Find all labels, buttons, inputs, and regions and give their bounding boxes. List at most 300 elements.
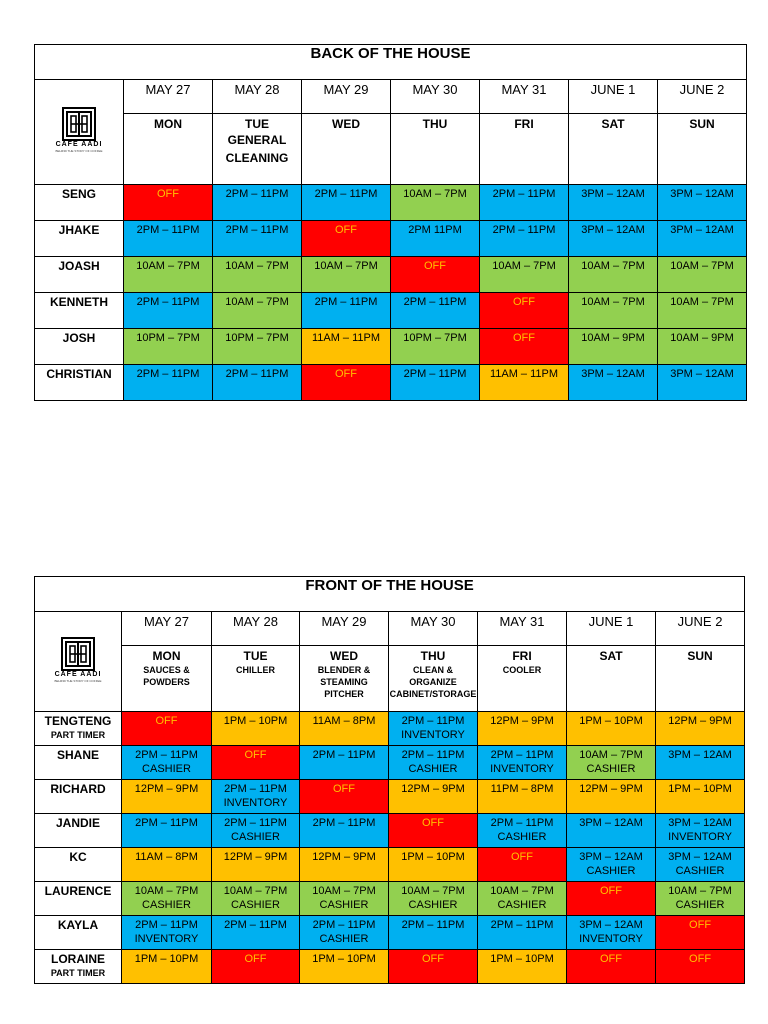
day-header bbox=[300, 646, 389, 712]
shift-role: INVENTORY bbox=[579, 933, 643, 945]
shift-time: 2PM – 11PM bbox=[135, 817, 198, 829]
staff-row bbox=[35, 257, 747, 293]
shift-cell bbox=[569, 257, 658, 293]
shift-cell bbox=[300, 848, 389, 882]
shift-role: CASHIER bbox=[497, 899, 547, 911]
shift-cell bbox=[122, 950, 212, 984]
shift-cell bbox=[124, 293, 213, 329]
shift-time: 3PM – 12AM bbox=[579, 851, 643, 863]
shift-cell bbox=[389, 848, 478, 882]
shift-cell bbox=[300, 950, 389, 984]
logo-tagline: BEHIND THE STORY OF COFFEE bbox=[55, 149, 103, 153]
shift-time: 10AM – 7PM bbox=[403, 188, 467, 200]
shift-cell bbox=[212, 814, 300, 848]
shift-cell bbox=[124, 329, 213, 365]
shift-cell bbox=[569, 329, 658, 365]
shift-cell bbox=[569, 185, 658, 221]
shift-cell bbox=[480, 185, 569, 221]
shift-time: 12PM – 9PM bbox=[312, 851, 376, 863]
shift-time: 10AM – 7PM bbox=[401, 885, 465, 897]
logo-tagline: BEHIND THE STORY OF COFFEE bbox=[54, 678, 102, 683]
shift-time: OFF bbox=[422, 953, 444, 965]
staff-name: KC bbox=[69, 850, 87, 864]
shift-time: 2PM – 11PM bbox=[490, 919, 554, 931]
shift-cell bbox=[389, 814, 478, 848]
staff-row bbox=[35, 293, 747, 329]
shift-cell bbox=[212, 746, 300, 780]
day-name: SUN bbox=[689, 117, 715, 131]
staff-name-cell bbox=[35, 746, 122, 780]
shift-role: CASHIER bbox=[408, 899, 458, 911]
shift-cell bbox=[480, 365, 569, 401]
shift-cell bbox=[567, 712, 656, 746]
shift-time: OFF bbox=[513, 296, 535, 308]
days-row bbox=[35, 646, 745, 712]
date-header: MAY 27 bbox=[122, 612, 212, 646]
shift-cell bbox=[656, 712, 745, 746]
staff-name: CHRISTIAN bbox=[46, 367, 112, 381]
date-header: MAY 30 bbox=[389, 612, 478, 646]
shift-cell bbox=[389, 780, 478, 814]
shift-cell bbox=[480, 329, 569, 365]
shift-cell bbox=[391, 221, 480, 257]
shift-cell bbox=[302, 185, 391, 221]
shift-cell bbox=[124, 185, 213, 221]
shift-cell bbox=[212, 780, 300, 814]
shift-cell bbox=[302, 329, 391, 365]
shift-time: 11AM – 11PM bbox=[489, 368, 559, 380]
shift-time: 2PM – 11PM bbox=[490, 817, 554, 829]
shift-time: 1PM – 10PM bbox=[134, 953, 199, 965]
staff-type: PART TIMER bbox=[50, 968, 106, 978]
shift-role: CASHIER bbox=[231, 831, 280, 843]
day-header bbox=[213, 114, 302, 185]
shift-time: 2PM – 11PM bbox=[135, 749, 198, 761]
shift-time: 1PM – 10PM bbox=[223, 715, 288, 727]
back-of-house-table bbox=[34, 44, 747, 401]
shift-time: OFF bbox=[600, 885, 622, 897]
shift-cell bbox=[213, 221, 302, 257]
shift-time: 3PM – 12AM bbox=[668, 749, 732, 761]
shift-time: 3PM – 12AM bbox=[670, 368, 734, 380]
date-header: JUNE 1 bbox=[569, 80, 658, 114]
day-name: MON bbox=[154, 117, 182, 131]
day-header bbox=[122, 646, 212, 712]
staff-name: TENGTENG bbox=[44, 714, 112, 728]
shift-cell bbox=[480, 293, 569, 329]
cafe-logo-icon bbox=[47, 637, 109, 683]
shift-time: 10AM – 7PM bbox=[312, 885, 376, 897]
shift-cell bbox=[658, 257, 747, 293]
days-row bbox=[35, 114, 747, 185]
day-task: CHILLER bbox=[236, 665, 275, 675]
staff-row bbox=[35, 950, 745, 984]
shift-cell bbox=[478, 712, 567, 746]
staff-name-cell bbox=[35, 848, 122, 882]
dates-row bbox=[35, 612, 745, 646]
shift-time: OFF bbox=[335, 368, 357, 380]
shift-cell bbox=[124, 221, 213, 257]
shift-time: 1PM – 10PM bbox=[490, 953, 554, 965]
title-row bbox=[35, 577, 745, 612]
shift-time: OFF bbox=[155, 715, 178, 727]
date-header: MAY 29 bbox=[302, 80, 391, 114]
day-header bbox=[480, 114, 569, 185]
day-task: SAUCES & POWDERS bbox=[143, 665, 190, 687]
staff-row bbox=[35, 780, 745, 814]
shift-time: 3PM – 12AM bbox=[581, 224, 645, 236]
shift-cell bbox=[658, 185, 747, 221]
staff-name-cell bbox=[35, 365, 124, 401]
staff-row bbox=[35, 329, 747, 365]
staff-name: JOSH bbox=[62, 331, 96, 345]
shift-role: CASHIER bbox=[231, 899, 280, 911]
staff-name-cell bbox=[35, 221, 124, 257]
shift-cell bbox=[478, 916, 567, 950]
shift-cell bbox=[389, 712, 478, 746]
shift-role: CASHIER bbox=[586, 763, 636, 775]
shift-time: 3PM – 12AM bbox=[670, 224, 734, 236]
shift-time: 2PM – 11PM bbox=[492, 188, 556, 200]
shift-time: 12PM – 9PM bbox=[134, 783, 199, 795]
shift-cell bbox=[567, 814, 656, 848]
shift-cell bbox=[478, 950, 567, 984]
shift-time: 10AM – 7PM bbox=[225, 260, 289, 272]
day-header bbox=[212, 646, 300, 712]
staff-type: PART TIMER bbox=[50, 730, 106, 740]
date-header: MAY 28 bbox=[212, 612, 300, 646]
shift-role: INVENTORY bbox=[134, 933, 199, 945]
shift-time: 2PM – 11PM bbox=[135, 919, 198, 931]
shift-time: 2PM – 11PM bbox=[490, 749, 554, 761]
staff-row bbox=[35, 365, 747, 401]
shift-cell bbox=[302, 257, 391, 293]
shift-role: CASHIER bbox=[675, 899, 725, 911]
day-header bbox=[569, 114, 658, 185]
staff-row bbox=[35, 848, 745, 882]
shift-cell bbox=[478, 814, 567, 848]
shift-cell bbox=[391, 365, 480, 401]
shift-role: CASHIER bbox=[675, 865, 725, 877]
day-name: SAT bbox=[601, 117, 625, 131]
staff-name-cell bbox=[35, 293, 124, 329]
shift-time: 2PM – 11PM bbox=[492, 224, 556, 236]
shift-time: 10AM – 7PM bbox=[668, 885, 732, 897]
shift-cell bbox=[567, 916, 656, 950]
day-name: MON bbox=[152, 649, 181, 663]
shift-cell bbox=[658, 221, 747, 257]
shift-cell bbox=[212, 712, 300, 746]
shift-time: 11AM – 11PM bbox=[311, 332, 381, 344]
shift-time: 2PM – 11PM bbox=[225, 224, 289, 236]
shift-role: CASHIER bbox=[408, 763, 458, 775]
day-name: WED bbox=[330, 649, 358, 663]
shift-time: 2PM – 11PM bbox=[401, 749, 465, 761]
staff-name-cell bbox=[35, 712, 122, 746]
shift-time: 3PM – 12AM bbox=[668, 851, 732, 863]
shift-cell bbox=[569, 221, 658, 257]
shift-cell bbox=[391, 185, 480, 221]
date-header: MAY 31 bbox=[480, 80, 569, 114]
day-task: CLEAN & ORGANIZE CABINET/STORAGE bbox=[389, 665, 477, 699]
shift-cell bbox=[213, 257, 302, 293]
shift-time: OFF bbox=[157, 188, 179, 200]
shift-time: 10AM – 7PM bbox=[314, 260, 378, 272]
shift-time: OFF bbox=[600, 953, 622, 965]
staff-name-cell bbox=[35, 780, 122, 814]
shift-cell bbox=[391, 257, 480, 293]
shift-cell bbox=[658, 365, 747, 401]
shift-time: 3PM – 12AM bbox=[581, 368, 645, 380]
shift-time: 10AM – 7PM bbox=[136, 260, 200, 272]
shift-time: 2PM – 11PM bbox=[312, 919, 376, 931]
shift-cell bbox=[389, 916, 478, 950]
date-header: MAY 30 bbox=[391, 80, 480, 114]
shift-time: 11PM – 8PM bbox=[490, 783, 554, 795]
logo-cell bbox=[35, 80, 124, 185]
shift-cell bbox=[478, 780, 567, 814]
logo-brand: CAFE AADI bbox=[55, 141, 103, 148]
shift-time: OFF bbox=[689, 953, 712, 965]
front-of-house-table bbox=[34, 576, 745, 984]
shift-time: 1PM – 10PM bbox=[401, 851, 465, 863]
staff-name-cell bbox=[35, 185, 124, 221]
staff-row bbox=[35, 712, 745, 746]
shift-time: 10AM – 7PM bbox=[670, 260, 734, 272]
shift-time: OFF bbox=[335, 224, 357, 236]
shift-time: OFF bbox=[513, 332, 535, 344]
shift-time: OFF bbox=[244, 953, 267, 965]
date-header: JUNE 2 bbox=[658, 80, 747, 114]
shift-cell bbox=[478, 848, 567, 882]
title-row bbox=[35, 45, 747, 80]
shift-cell bbox=[656, 746, 745, 780]
shift-cell bbox=[480, 257, 569, 293]
shift-cell bbox=[658, 329, 747, 365]
staff-name: JHAKE bbox=[58, 223, 100, 237]
cafe-logo-icon bbox=[48, 107, 110, 153]
shift-time: 2PM – 11PM bbox=[403, 296, 467, 308]
shift-cell bbox=[122, 712, 212, 746]
shift-role: CASHIER bbox=[497, 831, 547, 843]
date-header: JUNE 1 bbox=[567, 612, 656, 646]
shift-cell bbox=[389, 950, 478, 984]
date-header: MAY 29 bbox=[300, 612, 389, 646]
shift-time: 10PM – 7PM bbox=[136, 332, 200, 344]
staff-name-cell bbox=[35, 814, 122, 848]
shift-cell bbox=[122, 916, 212, 950]
shift-time: 12PM – 9PM bbox=[490, 715, 554, 727]
shift-time: 10AM – 7PM bbox=[223, 885, 288, 897]
shift-time: 10AM – 7PM bbox=[581, 260, 645, 272]
shift-time: OFF bbox=[333, 783, 355, 795]
shift-time: OFF bbox=[689, 919, 712, 931]
day-header bbox=[302, 114, 391, 185]
shift-time: 2PM – 11PM bbox=[312, 749, 376, 761]
shift-cell bbox=[658, 293, 747, 329]
shift-cell bbox=[656, 848, 745, 882]
day-header bbox=[389, 646, 478, 712]
day-name: SAT bbox=[599, 649, 623, 663]
shift-cell bbox=[213, 365, 302, 401]
shift-time: 3PM – 12AM bbox=[579, 919, 643, 931]
staff-name: SHANE bbox=[56, 748, 99, 762]
staff-name: LORAINE bbox=[51, 952, 105, 966]
shift-cell bbox=[567, 882, 656, 916]
shift-time: 3PM – 12AM bbox=[670, 188, 734, 200]
shift-cell bbox=[569, 365, 658, 401]
shift-time: 2PM – 11PM bbox=[136, 296, 200, 308]
shift-time: 2PM – 11PM bbox=[403, 368, 467, 380]
shift-cell bbox=[302, 221, 391, 257]
staff-name-cell bbox=[35, 882, 122, 916]
table-title: FRONT OF THE HOUSE bbox=[35, 577, 745, 612]
shift-time: 10AM – 7PM bbox=[490, 885, 554, 897]
day-name: SUN bbox=[687, 649, 713, 663]
staff-name: JANDIE bbox=[55, 816, 100, 830]
shift-time: 2PM – 11PM bbox=[224, 783, 287, 795]
shift-cell bbox=[302, 293, 391, 329]
staff-row bbox=[35, 746, 745, 780]
shift-cell bbox=[567, 848, 656, 882]
staff-row bbox=[35, 882, 745, 916]
staff-name: KAYLA bbox=[57, 918, 99, 932]
day-name: WED bbox=[332, 117, 360, 131]
staff-row bbox=[35, 185, 747, 221]
staff-name: JOASH bbox=[58, 259, 100, 273]
shift-cell bbox=[656, 780, 745, 814]
shift-cell bbox=[122, 848, 212, 882]
shift-cell bbox=[300, 916, 389, 950]
shift-time: OFF bbox=[422, 817, 444, 829]
shift-cell bbox=[567, 780, 656, 814]
staff-name: LAURENCE bbox=[44, 884, 112, 898]
shift-cell bbox=[213, 293, 302, 329]
shift-time: 10AM – 7PM bbox=[134, 885, 199, 897]
shift-time: 2PM – 11PM bbox=[401, 715, 465, 727]
shift-time: 10AM – 9PM bbox=[581, 332, 645, 344]
shift-role: INVENTORY bbox=[668, 831, 732, 843]
shift-time: OFF bbox=[424, 260, 446, 272]
logo-brand: CAFE AADI bbox=[54, 670, 102, 678]
day-header bbox=[124, 114, 213, 185]
shift-role: CASHIER bbox=[319, 899, 369, 911]
shift-cell bbox=[212, 916, 300, 950]
shift-cell bbox=[122, 814, 212, 848]
shift-time: 2PM – 11PM bbox=[312, 817, 376, 829]
shift-cell bbox=[656, 916, 745, 950]
shift-role: CASHIER bbox=[319, 933, 369, 945]
day-name: TUE bbox=[243, 649, 268, 663]
day-task: GENERAL CLEANING bbox=[225, 133, 289, 165]
shift-cell bbox=[212, 950, 300, 984]
staff-name-cell bbox=[35, 916, 122, 950]
day-name: FRI bbox=[512, 649, 532, 663]
shift-time: 11AM – 8PM bbox=[135, 851, 198, 863]
shift-time: 1PM – 10PM bbox=[579, 715, 643, 727]
shift-time: 12PM – 9PM bbox=[668, 715, 732, 727]
shift-cell bbox=[569, 293, 658, 329]
shift-time: 2PM – 11PM bbox=[225, 368, 289, 380]
shift-time: 10PM – 7PM bbox=[403, 332, 467, 344]
shift-time: 12PM – 9PM bbox=[401, 783, 465, 795]
shift-cell bbox=[567, 746, 656, 780]
shift-time: 3PM – 12AM bbox=[579, 817, 643, 829]
shift-cell bbox=[302, 365, 391, 401]
day-name: THU bbox=[420, 649, 446, 663]
shift-time: 3PM – 12AM bbox=[581, 188, 645, 200]
shift-time: 10PM – 7PM bbox=[225, 332, 289, 344]
shift-cell bbox=[300, 882, 389, 916]
shift-role: INVENTORY bbox=[490, 763, 554, 775]
shift-time: OFF bbox=[511, 851, 533, 863]
shift-time: 10AM – 9PM bbox=[670, 332, 734, 344]
shift-cell bbox=[300, 712, 389, 746]
table-title: BACK OF THE HOUSE bbox=[35, 45, 747, 80]
staff-row bbox=[35, 916, 745, 950]
shift-time: 1PM – 10PM bbox=[312, 953, 376, 965]
shift-role: INVENTORY bbox=[401, 729, 465, 741]
date-header: JUNE 2 bbox=[656, 612, 745, 646]
logo-cell bbox=[35, 612, 122, 712]
shift-cell bbox=[656, 950, 745, 984]
day-name: FRI bbox=[514, 117, 534, 131]
shift-time: 2PM – 11PM bbox=[401, 919, 465, 931]
shift-cell bbox=[389, 882, 478, 916]
shift-time: 10AM – 7PM bbox=[670, 296, 734, 308]
dates-row bbox=[35, 80, 747, 114]
shift-time: 1PM – 10PM bbox=[668, 783, 732, 795]
day-header bbox=[391, 114, 480, 185]
shift-cell bbox=[212, 848, 300, 882]
staff-name: RICHARD bbox=[50, 782, 106, 796]
staff-name: KENNETH bbox=[49, 295, 108, 309]
shift-cell bbox=[478, 746, 567, 780]
shift-cell bbox=[389, 746, 478, 780]
day-task: COOLER bbox=[502, 665, 542, 675]
shift-role: INVENTORY bbox=[223, 797, 288, 809]
shift-role: CASHIER bbox=[142, 763, 191, 775]
shift-time: 2PM – 11PM bbox=[224, 817, 287, 829]
shift-cell bbox=[300, 780, 389, 814]
shift-cell bbox=[122, 780, 212, 814]
shift-cell bbox=[124, 365, 213, 401]
staff-name-cell bbox=[35, 257, 124, 293]
shift-cell bbox=[567, 950, 656, 984]
shift-time: 2PM – 11PM bbox=[225, 188, 289, 200]
shift-time: 10AM – 7PM bbox=[225, 296, 289, 308]
shift-time: 2PM – 11PM bbox=[314, 188, 378, 200]
shift-time: 2PM – 11PM bbox=[136, 224, 200, 236]
shift-cell bbox=[213, 329, 302, 365]
day-header bbox=[567, 646, 656, 712]
shift-time: 3PM – 12AM bbox=[668, 817, 732, 829]
day-header bbox=[478, 646, 567, 712]
shift-time: 11AM – 8PM bbox=[312, 715, 376, 727]
day-task: BLENDER & STEAMING PITCHER bbox=[317, 665, 371, 699]
shift-time: 2PM – 11PM bbox=[136, 368, 200, 380]
day-header bbox=[656, 646, 745, 712]
day-name: THU bbox=[422, 117, 448, 131]
shift-cell bbox=[213, 185, 302, 221]
day-name: TUE bbox=[245, 117, 269, 131]
shift-role: CASHIER bbox=[586, 865, 636, 877]
shift-time: 2PM 11PM bbox=[408, 224, 462, 236]
shift-time: 2PM – 11PM bbox=[314, 296, 378, 308]
shift-cell bbox=[480, 221, 569, 257]
staff-name-cell bbox=[35, 950, 122, 984]
shift-cell bbox=[656, 814, 745, 848]
